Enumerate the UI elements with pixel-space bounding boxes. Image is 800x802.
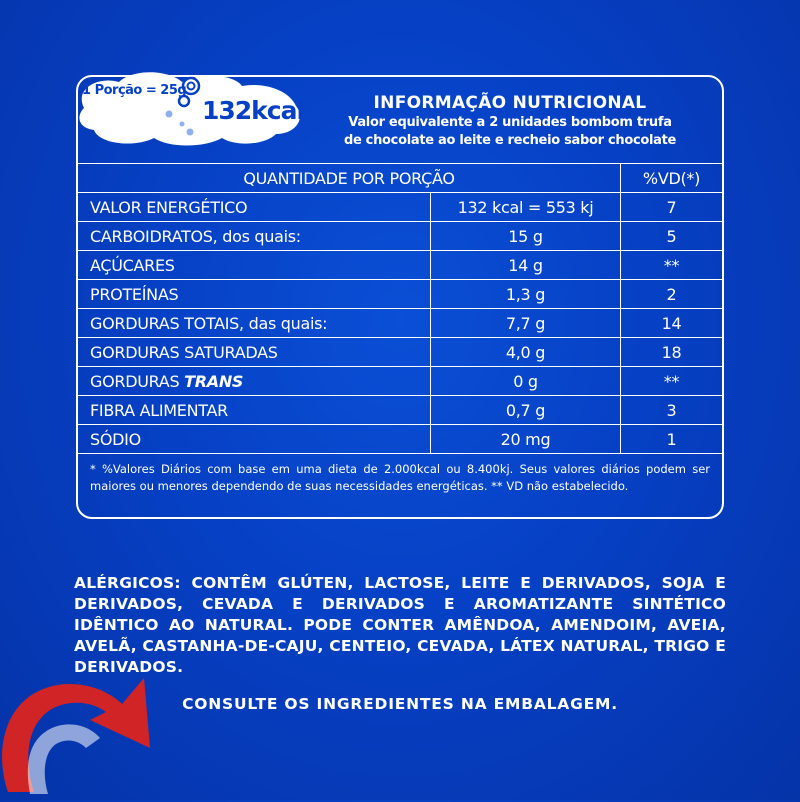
nutrient-vd: 18	[621, 338, 723, 367]
nutrient-name: AÇÚCARES	[78, 251, 431, 280]
portion-badge	[74, 68, 306, 148]
nutrient-amount: 0,7 g	[431, 396, 621, 425]
table-row	[78, 222, 722, 251]
nutrient-name	[78, 367, 431, 396]
nutrient-vd: 14	[621, 309, 723, 338]
nutrient-vd: **	[621, 251, 723, 280]
nutrient-amount: 4,0 g	[431, 338, 621, 367]
nutrient-name: PROTEÍNAS	[78, 280, 431, 309]
table-row	[78, 193, 722, 222]
panel-header	[310, 92, 710, 150]
nutrient-vd: 1	[621, 425, 723, 454]
nutrient-name-prefix: GORDURAS	[90, 371, 185, 391]
nutrient-amount: 1,3 g	[431, 280, 621, 309]
portion-text: 1 Porção = 25g	[82, 83, 187, 98]
table-row	[78, 396, 722, 425]
nutrient-vd: 5	[621, 222, 723, 251]
table-row	[78, 425, 722, 454]
nutrient-name: FIBRA ALIMENTAR	[78, 396, 431, 425]
nutrient-vd: 2	[621, 280, 723, 309]
nutrient-name: GORDURAS SATURADAS	[78, 338, 431, 367]
nutrient-name-trans: TRANS	[184, 371, 244, 391]
allergens-label: ALÉRGICOS:	[74, 574, 181, 592]
nutrition-table	[78, 163, 722, 495]
panel-subtitle-line1: Valor equivalente a 2 unidades bombom trufa	[348, 115, 672, 130]
nutrient-vd: 3	[621, 396, 723, 425]
nutrient-amount: 7,7 g	[431, 309, 621, 338]
nutrient-vd: **	[621, 367, 723, 396]
consult-text: CONSULTE OS INGREDIENTES NA EMBALAGEM.	[182, 695, 618, 713]
nutrient-amount: 0 g	[431, 367, 621, 396]
panel-title: INFORMAÇÃO NUTRICIONAL	[373, 93, 647, 113]
table-row	[78, 309, 722, 338]
nutrient-amount: 15 g	[431, 222, 621, 251]
nutrient-name: VALOR ENERGÉTICO	[78, 193, 431, 222]
panel-subtitle-line2: de chocolate ao leite e recheio sabor chocolate	[343, 133, 677, 148]
nutrient-amount: 20 mg	[431, 425, 621, 454]
nutrient-amount: 132 kcal = 553 kj	[431, 193, 621, 222]
footnote: * %Valores Diários com base em uma dieta de 2.000kcal ou 8.400kj. Seus valores diários podem ser maiores ou menores dependendo de suas necessidades energéticas. ** VD não estabelecido.	[78, 454, 722, 496]
nutrient-name: GORDURAS TOTAIS, das quais:	[78, 309, 431, 338]
table-row	[78, 367, 722, 396]
nutrient-vd: 7	[621, 193, 723, 222]
quantity-header: QUANTIDADE POR PORÇÃO	[78, 164, 621, 193]
kcal-text: 132kcal	[202, 96, 305, 125]
table-row	[78, 280, 722, 309]
nutrient-amount: 14 g	[431, 251, 621, 280]
footnote-row	[78, 454, 722, 496]
allergens-body: CONTÊM GLÚTEN, LACTOSE, LEITE E DERIVADOS, SOJA E DERIVADOS, CEVADA E DERIVADOS E AROMATIZANTE SINTÉTICO IDÊNTICO AO NATURAL. PODE CONTER AMÊNDOA, AMENDOIM, AVEIA, AVELÃ, CASTANHA-DE-CAJU, CENTEIO, CEVADA, LÁTEX NATURAL, TRIGO E DERIVADOS.	[74, 574, 726, 676]
nutrient-name: CARBOIDRATOS, dos quais:	[78, 222, 431, 251]
brand-logo-icon	[0, 642, 154, 802]
nutrient-name: SÓDIO	[78, 425, 431, 454]
table-row	[78, 251, 722, 280]
allergens-text	[74, 573, 726, 678]
table-header-row	[78, 164, 722, 193]
vd-header: %VD(*)	[621, 164, 723, 193]
table-row	[78, 338, 722, 367]
